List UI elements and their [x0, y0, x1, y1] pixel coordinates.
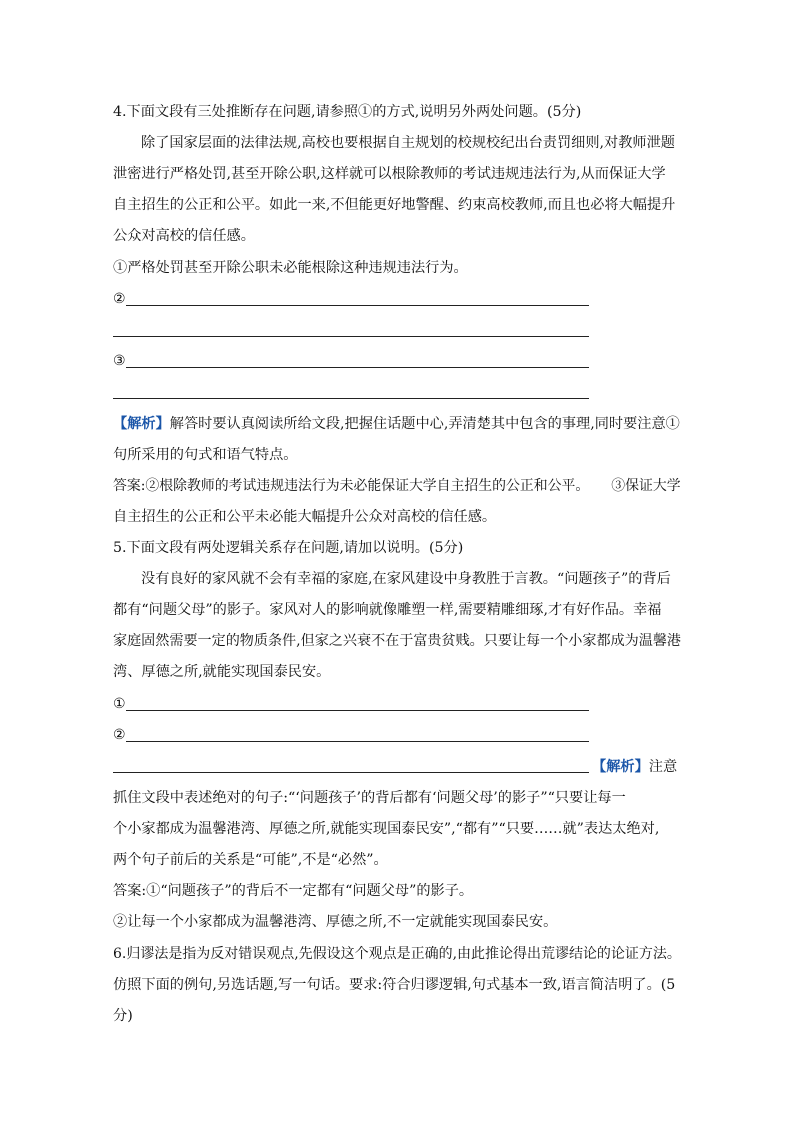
q4-passage-line: 泄密进行严格处罚,甚至开除公职,这样就可以根除教师的考试违规违法行为,从而保证大学: [113, 166, 666, 182]
q4-title: 4.下面文段有三处推断存在问题,请参照①的方式,说明另外两处问题。(5分): [113, 104, 582, 120]
q4-answer-line-2b[interactable]: [113, 336, 589, 337]
q4-passage-line: 公众对高校的信任感。: [113, 228, 255, 244]
q4-blank-3-label: ③: [113, 353, 126, 369]
analysis-tag: 【解析】: [592, 759, 649, 775]
q5-answer-line-3[interactable]: [113, 772, 589, 773]
q4-analysis-line: 句所采用的句式和语气特点。: [113, 447, 298, 463]
q5-passage-line: 没有良好的家风就不会有幸福的家庭,在家风建设中身教胜于言教。“问题孩子”的背后: [141, 571, 671, 587]
q4-analysis-text: 解答时要认真阅读所给文段,把握住话题中心,弄清楚其中包含的事理,同时要注意①: [169, 416, 680, 432]
q5-title: 5.下面文段有两处逻辑关系存在问题,请加以说明。(5分): [113, 540, 464, 556]
q5-analysis-line: 抓住文段中表述绝对的句子:“‘问题孩子’的背后都有‘问题父母’的影子”“只要让每一: [113, 790, 626, 806]
q5-analysis-line: 两个句子前后的关系是“可能”,不是“必然”。: [113, 852, 388, 868]
q4-passage-line: 自主招生的公正和公平。如此一来,不但能更好地警醒、约束高校教师,而且也必将大幅提升: [113, 197, 676, 213]
q4-analysis-line: [113, 414, 680, 434]
q4-blank-2-label: ②: [113, 291, 126, 307]
q5-answer-line: ②让每一个小家都成为温馨港湾、厚德之所,不一定就能实现国泰民安。: [113, 914, 558, 930]
q5-passage-line: 都有“问题父母”的影子。家风对人的影响就像雕塑一样,需要精雕细琢,才有好作品。幸福: [113, 602, 662, 618]
q5-passage-line: 家庭固然需要一定的物质条件,但家之兴衰不在于富贵贫贱。只要让每一个小家都成为温馨港: [113, 633, 682, 649]
q5-analysis-head: [592, 757, 677, 777]
q4-answer-line: 答案:②根除教师的考试违规违法行为未必能保证大学自主招生的公正和公平。 ③保证大学: [113, 478, 681, 494]
q5-answer-line-2[interactable]: [126, 741, 589, 742]
q4-answer-line-3b[interactable]: [113, 398, 589, 399]
q6-line: 分): [113, 1008, 133, 1024]
q5-analysis-tail: 注意: [648, 759, 678, 775]
q4-answer-line-2[interactable]: [126, 305, 589, 306]
q5-blank-1-label: ①: [113, 696, 126, 712]
analysis-tag: 【解析】: [113, 416, 170, 432]
q6-line: 6.归谬法是指为反对错误观点,先假设这个观点是正确的,由此推论得出荒谬结论的论证方法。: [113, 946, 681, 962]
q4-passage-line: 除了国家层面的法律法规,高校也要根据自主规划的校规校纪出台责罚细则,对教师泄题: [141, 135, 675, 151]
q5-blank-2-label: ②: [113, 727, 126, 743]
q4-answer-line: 自主招生的公正和公平未必能大幅提升公众对高校的信任感。: [113, 509, 497, 525]
q4-example-answer: ①严格处罚甚至开除公职未必能根除这种违规违法行为。: [113, 260, 468, 276]
q5-passage-line: 湾、厚德之所,就能实现国泰民安。: [113, 664, 331, 680]
q6-line: 仿照下面的例句,另选话题,写一句话。要求:符合归谬逻辑,句式基本一致,语言简洁明了。(5: [113, 977, 676, 993]
q5-analysis-line: 个小家都成为温馨港湾、厚德之所,就能实现国泰民安”,“都有”“只要……就”表达太绝对,: [113, 821, 660, 837]
q5-answer-line: 答案:①“问题孩子”的背后不一定都有“问题父母”的影子。: [113, 883, 474, 899]
q4-answer-line-3[interactable]: [126, 367, 589, 368]
q5-answer-line-1[interactable]: [126, 710, 589, 711]
